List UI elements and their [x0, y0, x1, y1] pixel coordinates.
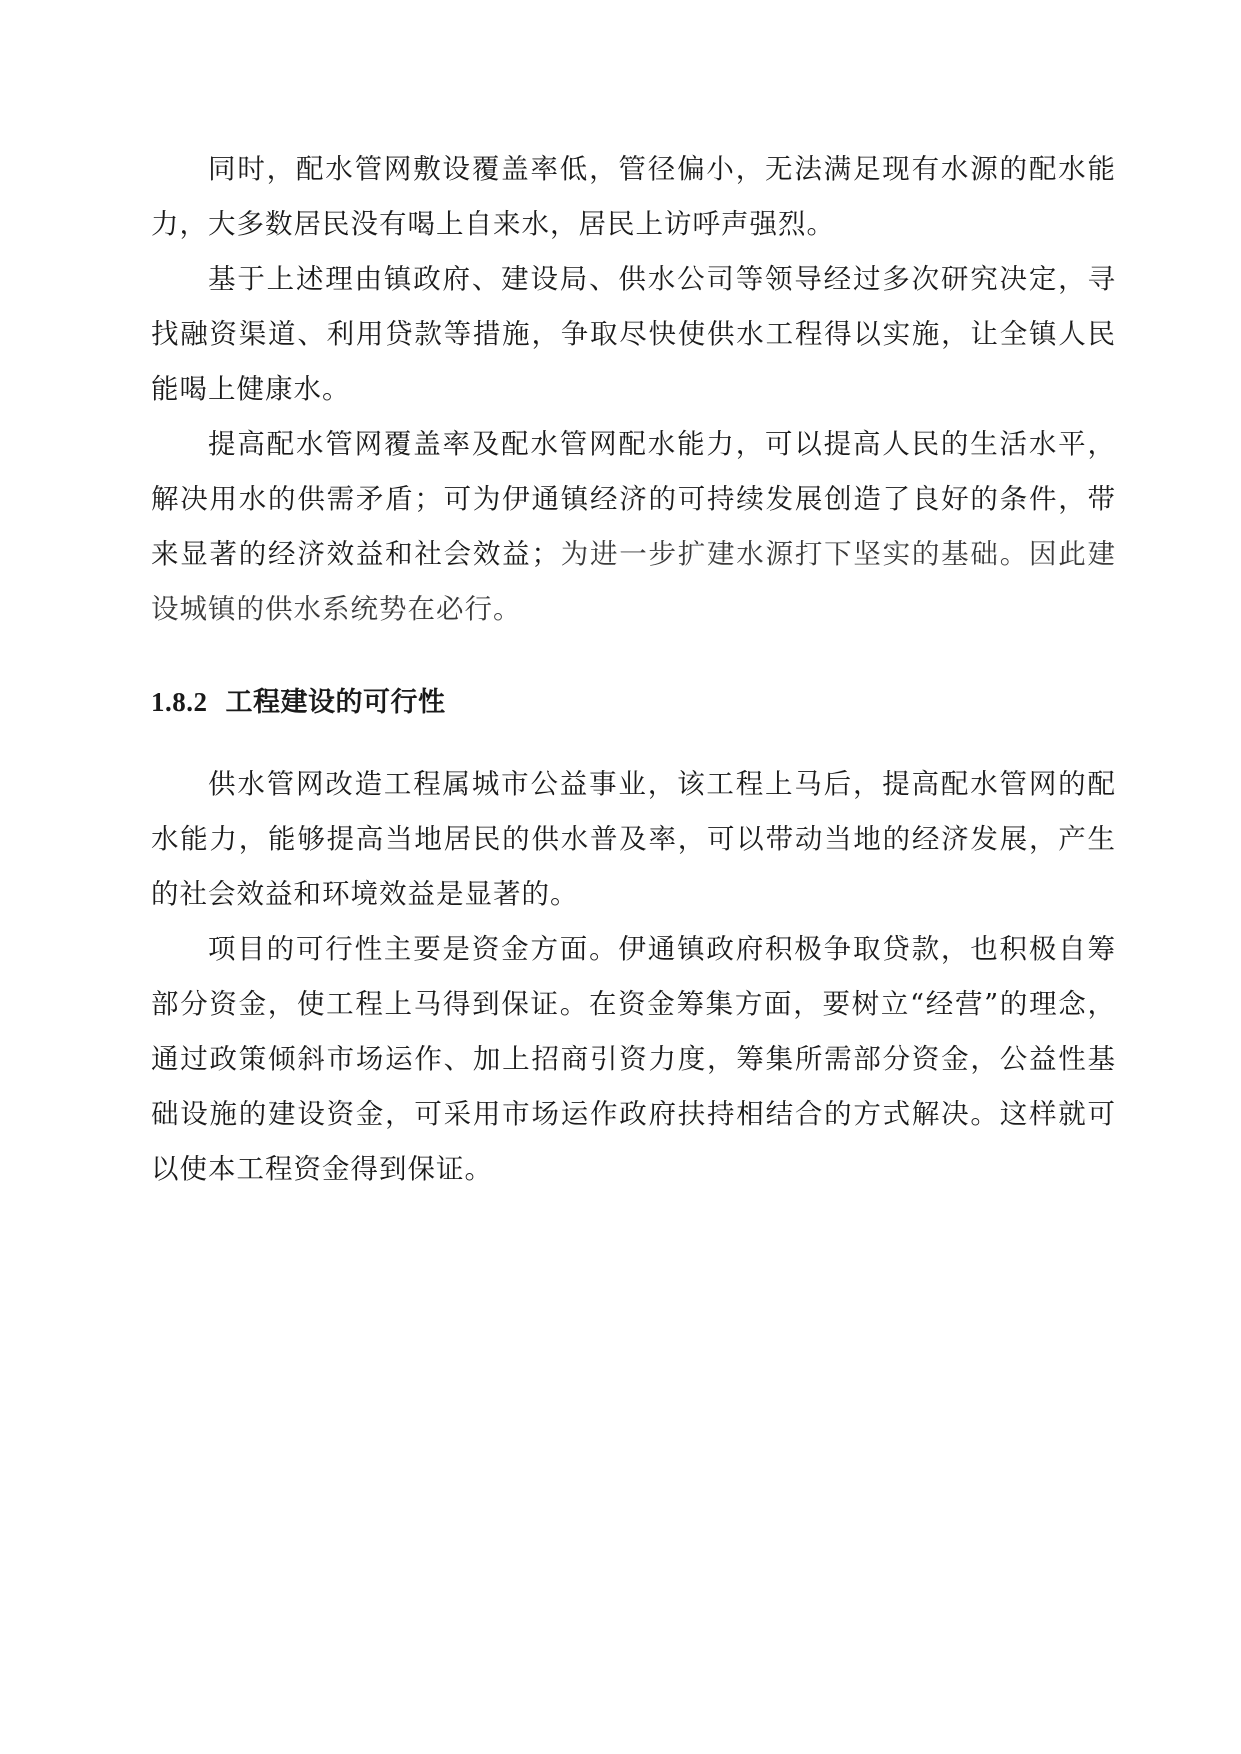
section-heading: [151, 682, 446, 723]
paragraph-benefits-part1: 提高配水管网覆盖率及配水管网配水能力，可以提高人民的生活水平，解决用水的供需矛盾；可为伊通镇经济的可持续发展创造了良好的条件，带来显著的经济效益和社会效益；: [151, 428, 1116, 570]
paragraph-benefits: [151, 417, 1116, 637]
section-title: 工程建设的可行性: [225, 687, 446, 718]
paragraph-funding-feasibility: 项目的可行性主要是资金方面。伊通镇政府积极争取贷款，也积极自筹部分资金，使工程上马得到保证。在资金筹集方面，要树立“经营”的理念，通过政策倾斜市场运作、加上招商引资力度，筹集所需部分资金，公益性基础设施的建设资金，可采用市场运作政府扶持相结合的方式解决。这样就可以使本工程资金得到保证。: [151, 933, 1116, 1185]
section-number: 1.8.2: [151, 687, 208, 717]
paragraph-water-network-coverage: 同时，配水管网敷设覆盖率低，管径偏小，无法满足现有水源的配水能力，大多数居民没有喝上自来水，居民上访呼声强烈。: [151, 153, 1116, 240]
paragraph-government-decision: 基于上述理由镇政府、建设局、供水公司等领导经过多次研究决定，寻找融资渠道、利用贷款等措施，争取尽快使供水工程得以实施，让全镇人民能喝上健康水。: [151, 263, 1116, 405]
paragraph-public-welfare: 供水管网改造工程属城市公益事业，该工程上马后，提高配水管网的配水能力，能够提高当地居民的供水普及率，可以带动当地的经济发展，产生的社会效益和环境效益是显著的。: [151, 768, 1116, 910]
paragraph-benefits-part2: 为进一步扩建水源打下坚实的基础。因此建设城镇的供水系统势在必行。: [151, 538, 1116, 625]
